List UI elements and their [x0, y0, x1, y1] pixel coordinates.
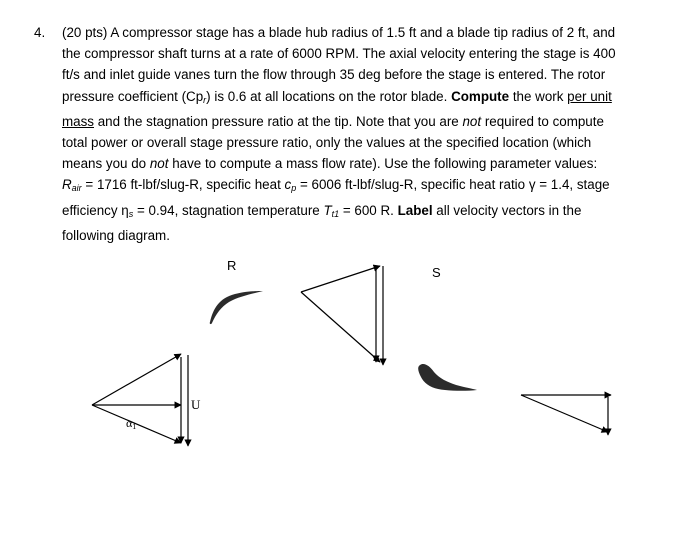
alpha-1-label: α1 — [126, 416, 137, 431]
text-run: all velocity vectors in the — [432, 202, 582, 218]
rotor-blade — [210, 258, 263, 324]
text-run: have to compute a mass flow rate). Use the following parameter values: — [168, 156, 598, 172]
text-run: means you do — [62, 156, 150, 172]
text-run: air — [71, 183, 82, 194]
text-run: following diagram. — [62, 227, 170, 243]
inlet-relative-velocity-vector — [92, 405, 181, 443]
text-run: per unit — [567, 88, 612, 104]
text-run: = 6006 ft-lbf/slug-R, specific heat ratio γ = 1.4, stage — [296, 177, 610, 193]
text-run: s — [128, 208, 134, 219]
exit-absolute-velocity-vector — [301, 266, 380, 292]
text-run: the work — [509, 88, 568, 104]
problem-number: 4. — [34, 25, 46, 40]
blade-speed-label: U — [191, 397, 201, 412]
text-run: and the stagnation pressure ratio at the tip. Note that you are — [94, 113, 463, 129]
text-run: required to compute — [481, 113, 604, 129]
stator-blade — [418, 265, 477, 391]
text-run: r — [203, 94, 207, 105]
text-run: Compute — [451, 88, 510, 104]
text-run: not — [149, 156, 169, 172]
text-run: (20 pts) A compressor stage has a blade hub radius of 1.5 ft and a blade tip radius of 2 ft, and — [62, 25, 616, 40]
text-run: not — [462, 113, 482, 129]
rotor-label: R — [227, 258, 237, 273]
text-run: ) is 0.6 at all locations on the rotor blade. — [206, 88, 452, 104]
text-run: the compressor shaft turns at a rate of 6000 RPM. The axial velocity entering the stage is 400 — [62, 46, 616, 62]
text-run: pressure coefficient (Cp — [62, 88, 204, 104]
stator-blade-shape — [418, 364, 477, 391]
inlet-velocity-triangle — [92, 354, 201, 446]
text-run: c — [284, 177, 292, 193]
text-run: T — [323, 202, 332, 218]
rotor-blade-shape — [210, 291, 263, 324]
rotor-exit-velocity-triangle — [301, 266, 383, 365]
text-run: mass — [62, 113, 94, 129]
text-run: Label — [397, 202, 433, 218]
text-run: p — [291, 183, 297, 194]
text-run: ft/s and inlet guide vanes turn the flow through 35 deg before the stage is entered. The rotor — [62, 67, 606, 83]
stator-exit-absolute-vector — [521, 395, 608, 432]
text-run: = 600 R. — [339, 202, 398, 218]
stator-exit-velocity-triangle — [521, 395, 611, 435]
text-run: total power or overall stage pressure ratio, only the values at the specified location (which — [62, 135, 592, 151]
exit-relative-velocity-vector — [301, 292, 380, 362]
stator-label: S — [432, 265, 441, 280]
inlet-absolute-velocity-vector — [92, 354, 181, 405]
text-run: efficiency η — [62, 202, 129, 218]
text-run: t1 — [331, 208, 340, 219]
text-run: R — [62, 177, 72, 193]
text-run: = 0.94, stagnation temperature — [133, 202, 324, 218]
text-run: = 1716 ft-lbf/slug-R, specific heat — [81, 177, 285, 193]
